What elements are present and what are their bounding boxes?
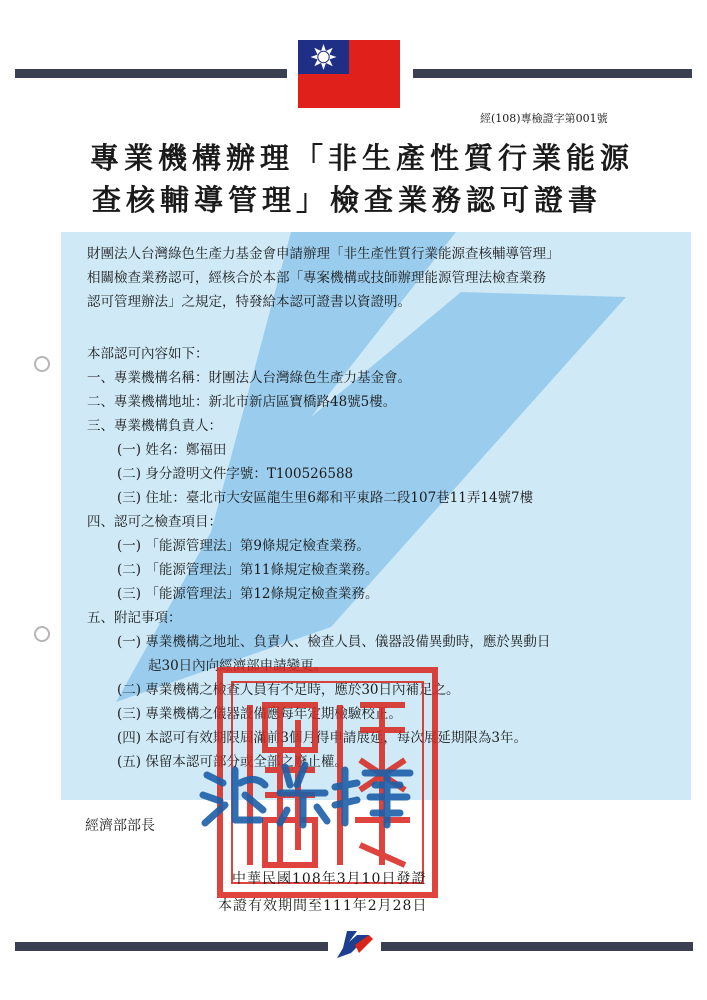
valid-until-date: 本證有效期間至111年2月28日 — [218, 898, 428, 914]
certificate-title-line1: 專業機構辦理「非生產性質行業能源 — [90, 141, 635, 175]
list-item: 四、認可之檢查項目： — [87, 514, 222, 530]
issue-date: 中華民國108年3月10日發證 — [232, 871, 427, 887]
footer-bar-left — [15, 942, 328, 951]
list-item: 二、專業機構地址：新北市新店區寶橋路48號5樓。 — [87, 394, 397, 410]
list-subitem: (三) 住址：臺北市大安區龍生里6鄰和平東路二段107巷11弄14號7樓 — [117, 490, 534, 506]
list-subitem: (二) 專業機構之檢查人員有不足時，應於30日內補足之。 — [117, 682, 460, 698]
list-subitem: (一) 姓名：鄭福田 — [117, 442, 227, 458]
list-subitem: (五) 保留本認可部分或全部之廢止權。 — [117, 754, 348, 770]
list-item: 五、附記事項： — [87, 610, 182, 626]
list-item: 一、專業機構名稱：財團法人台灣綠色生產力基金會。 — [87, 370, 411, 386]
list-subitem: (一) 專業機構之地址、負責人、檢查人員、儀器設備異動時，應於異動日 — [117, 634, 551, 650]
minister-signature — [195, 755, 425, 830]
list-item: 三、專業機構負責人： — [87, 418, 222, 434]
list-subitem: 起30日內向經濟部申請變更。 — [148, 658, 328, 674]
minister-title: 經濟部部長 — [85, 818, 155, 834]
document-number: 經(108)專檢證字第001號 — [480, 112, 608, 125]
list-subitem: (三) 專業機構之儀器設備應每年定期檢驗校正。 — [117, 706, 402, 722]
header-bar-right — [413, 69, 692, 78]
list-subitem: (二) 身分證明文件字號：T100526588 — [117, 466, 354, 482]
certificate-title-line2: 查核輔導管理」檢查業務認可證書 — [92, 183, 603, 217]
header-bar-left — [15, 69, 287, 78]
list-subitem: (四) 本認可有效期限屆滿前3個月得申請展延，每次展延期限為3年。 — [117, 730, 528, 746]
intro-line: 相關檢查業務認可，經核合於本部「專案機構或技師辦理能源管理法檢查業務 — [87, 270, 546, 286]
intro-line: 財團法人台灣綠色生產力基金會申請辦理「非生產性質行業能源查核輔導管理」 — [87, 246, 560, 262]
intro-line: 認可管理辦法」之規定，特發給本認可證書以資證明。 — [87, 294, 411, 310]
ministry-logo-icon — [333, 931, 377, 961]
punch-hole — [34, 356, 50, 372]
footer-bar-right — [381, 942, 693, 951]
list-subitem: (二) 「能源管理法」第11條規定檢查業務。 — [117, 562, 379, 578]
list-subitem: (一) 「能源管理法」第9條規定檢查業務。 — [117, 538, 370, 554]
list-subitem: (三) 「能源管理法」第12條規定檢查業務。 — [117, 586, 379, 602]
roc-flag-icon — [298, 40, 400, 108]
contents-heading: 本部認可內容如下： — [87, 346, 209, 362]
punch-hole — [34, 626, 50, 642]
